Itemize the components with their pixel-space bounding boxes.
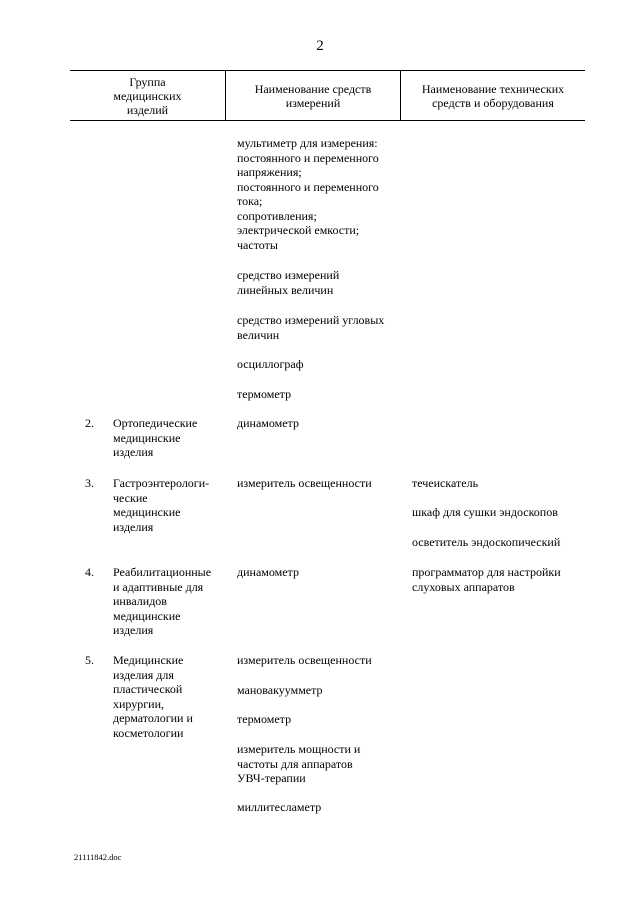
group-name: Реабилитационные и адаптивные для инвалидов медицинские изделия [113, 565, 212, 637]
measuring-item: термометр [237, 712, 292, 726]
table-header-bottom-border [70, 120, 585, 121]
technical-item: осветитель эндоскопический [412, 535, 561, 549]
measuring-item: средство измерений линейных величин [237, 268, 340, 297]
row-number: 4. [85, 565, 94, 579]
row-number: 3. [85, 476, 94, 490]
measuring-item: динамометр [237, 565, 299, 579]
column-header-measuring-label: Наименование средств измерений [254, 82, 372, 110]
table-header-top-border [70, 70, 585, 71]
column-header-measuring [226, 74, 400, 118]
group-name: Гастроэнтерологи- ческие медицинские изделия [113, 476, 210, 534]
column-header-group [70, 74, 225, 118]
measuring-item: измеритель освещенности [237, 476, 372, 490]
page-number: 2 [316, 38, 324, 54]
measuring-item: динамометр [237, 416, 299, 430]
technical-item: шкаф для сушки эндоскопов [412, 505, 558, 519]
measuring-item: средство измерений угловых величин [237, 313, 385, 342]
measuring-item: измеритель мощности и частоты для аппаратов УВЧ-терапии [237, 742, 361, 785]
measuring-item: миллитесламетр [237, 800, 322, 814]
measuring-item: мультиметр для измерения: постоянного и переменного напряжения; постоянного и переменного тока; сопротивления; электрической емкости; частоты [237, 136, 379, 252]
document-filename: 21111842.doc [74, 852, 122, 862]
measuring-item: измеритель освещенности [237, 653, 372, 667]
measuring-item: термометр [237, 387, 292, 401]
column-header-group-label: Группа медицинских изделий [113, 75, 182, 117]
measuring-item: мановакуумметр [237, 683, 323, 697]
measuring-item: осциллограф [237, 357, 304, 371]
row-number: 2. [85, 416, 94, 430]
column-header-technical-label: Наименование технических средств и оборудования [421, 82, 565, 110]
column-header-technical [401, 74, 585, 118]
group-name: Ортопедические медицинские изделия [113, 416, 198, 459]
group-name: Медицинские изделия для пластической хирургии, дерматологии и косметологии [113, 653, 193, 740]
row-number: 5. [85, 653, 94, 667]
technical-item: программатор для настройки слуховых аппаратов [412, 565, 561, 594]
technical-item: течеискатель [412, 476, 479, 490]
